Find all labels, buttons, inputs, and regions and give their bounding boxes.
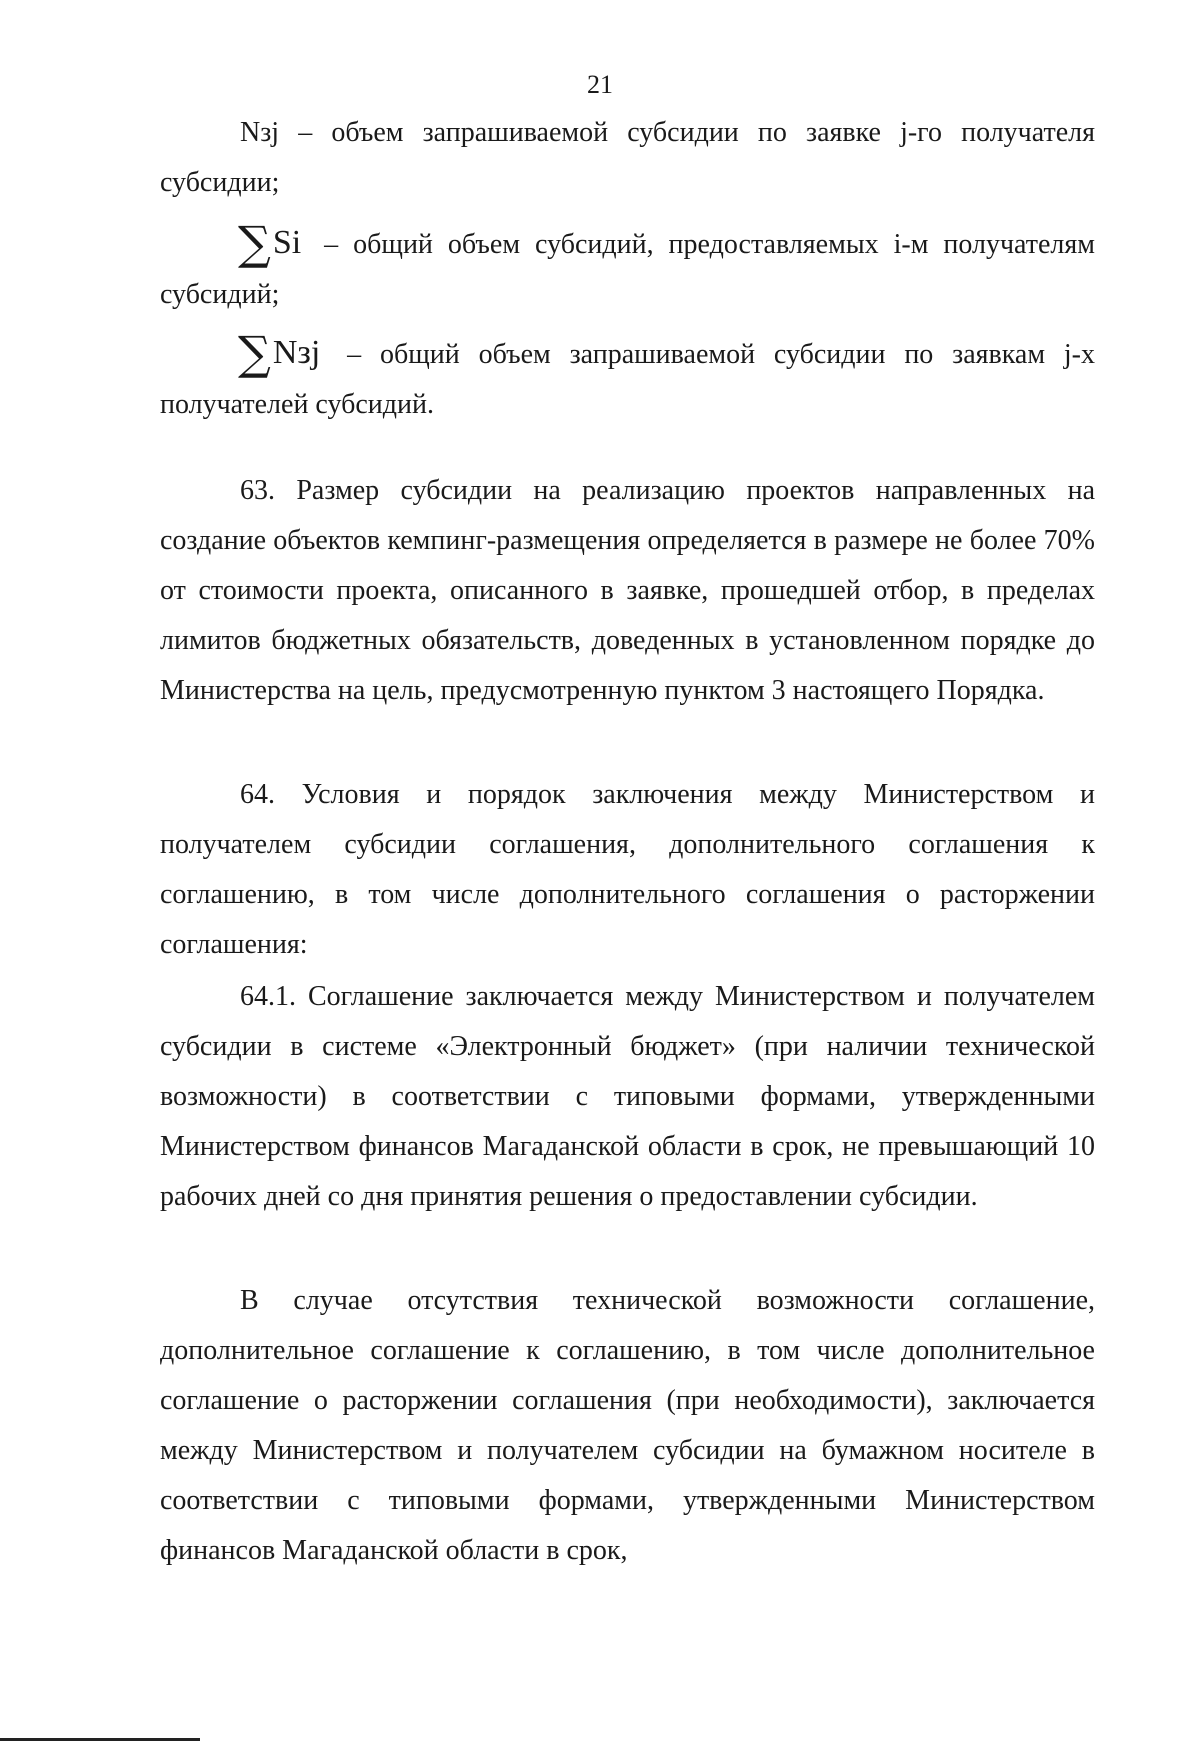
paragraph-64-1	[160, 972, 1095, 1222]
paragraph-case-text: В случае отсутствия технической возможности соглашение, дополнительное соглашение к соглашению, в том числе дополнительное соглашение о расторжении соглашения (при необходимости), заключается между Министерством и получателем субсидии на бумажном носителе в соответствии с типовыми формами, утвержденными Министерством финансов Магаданской области в срок,	[160, 1285, 1095, 1566]
paragraph-64-1-text: 64.1. Соглашение заключается между Министерством и получателем субсидии в системе «Электронный бюджет» (при наличии технической возможности) в соответствии с типовыми формами, утвержденными Министерством финансов Магаданской области в срок, не превышающий 10 рабочих дней со дня принятия решения о предоставлении субсидии.	[160, 981, 1095, 1212]
bottom-scan-edge	[0, 1738, 200, 1741]
symbol-sum-nzj: Nзj	[272, 334, 321, 371]
symbol-si: Si	[272, 224, 302, 261]
definition-sum-nzj-text: – общий объем запрашиваемой субсидии по заявкам j-х получателей субсидий.	[160, 339, 1095, 420]
definition-sum-si-text: – общий объем субсидий, предоставляемых i-м получателям субсидий;	[160, 229, 1095, 310]
sigma-symbol: ∑	[238, 326, 271, 380]
symbol-nzj: Nзj	[240, 117, 280, 148]
page-number: 21	[587, 70, 613, 99]
paragraph-64	[160, 770, 1095, 970]
paragraph-64-text: 64. Условия и порядок заключения между Министерством и получателем субсидии соглашения, дополнительного соглашения к соглашению, в том числе дополнительного соглашения о расторжении соглашения:	[160, 779, 1095, 960]
definition-sum-si	[160, 218, 1095, 320]
definition-nzj	[160, 108, 1095, 208]
paragraph-case	[160, 1276, 1095, 1576]
sigma-symbol: ∑	[238, 216, 271, 270]
definition-sum-nzj	[160, 328, 1095, 430]
paragraph-63-text: 63. Размер субсидии на реализацию проектов направленных на создание объектов кемпинг-размещения определяется в размере не более 70% от стоимости проекта, описанного в заявке, прошедшей отбор, в пределах лимитов бюджетных обязательств, доведенных в установленном порядке до Министерства на цель, предусмотренную пунктом 3 настоящего Порядка.	[160, 475, 1095, 706]
definition-nzj-text: – объем запрашиваемой субсидии по заявке j-го получателя субсидии;	[160, 117, 1095, 198]
paragraph-63	[160, 466, 1095, 716]
